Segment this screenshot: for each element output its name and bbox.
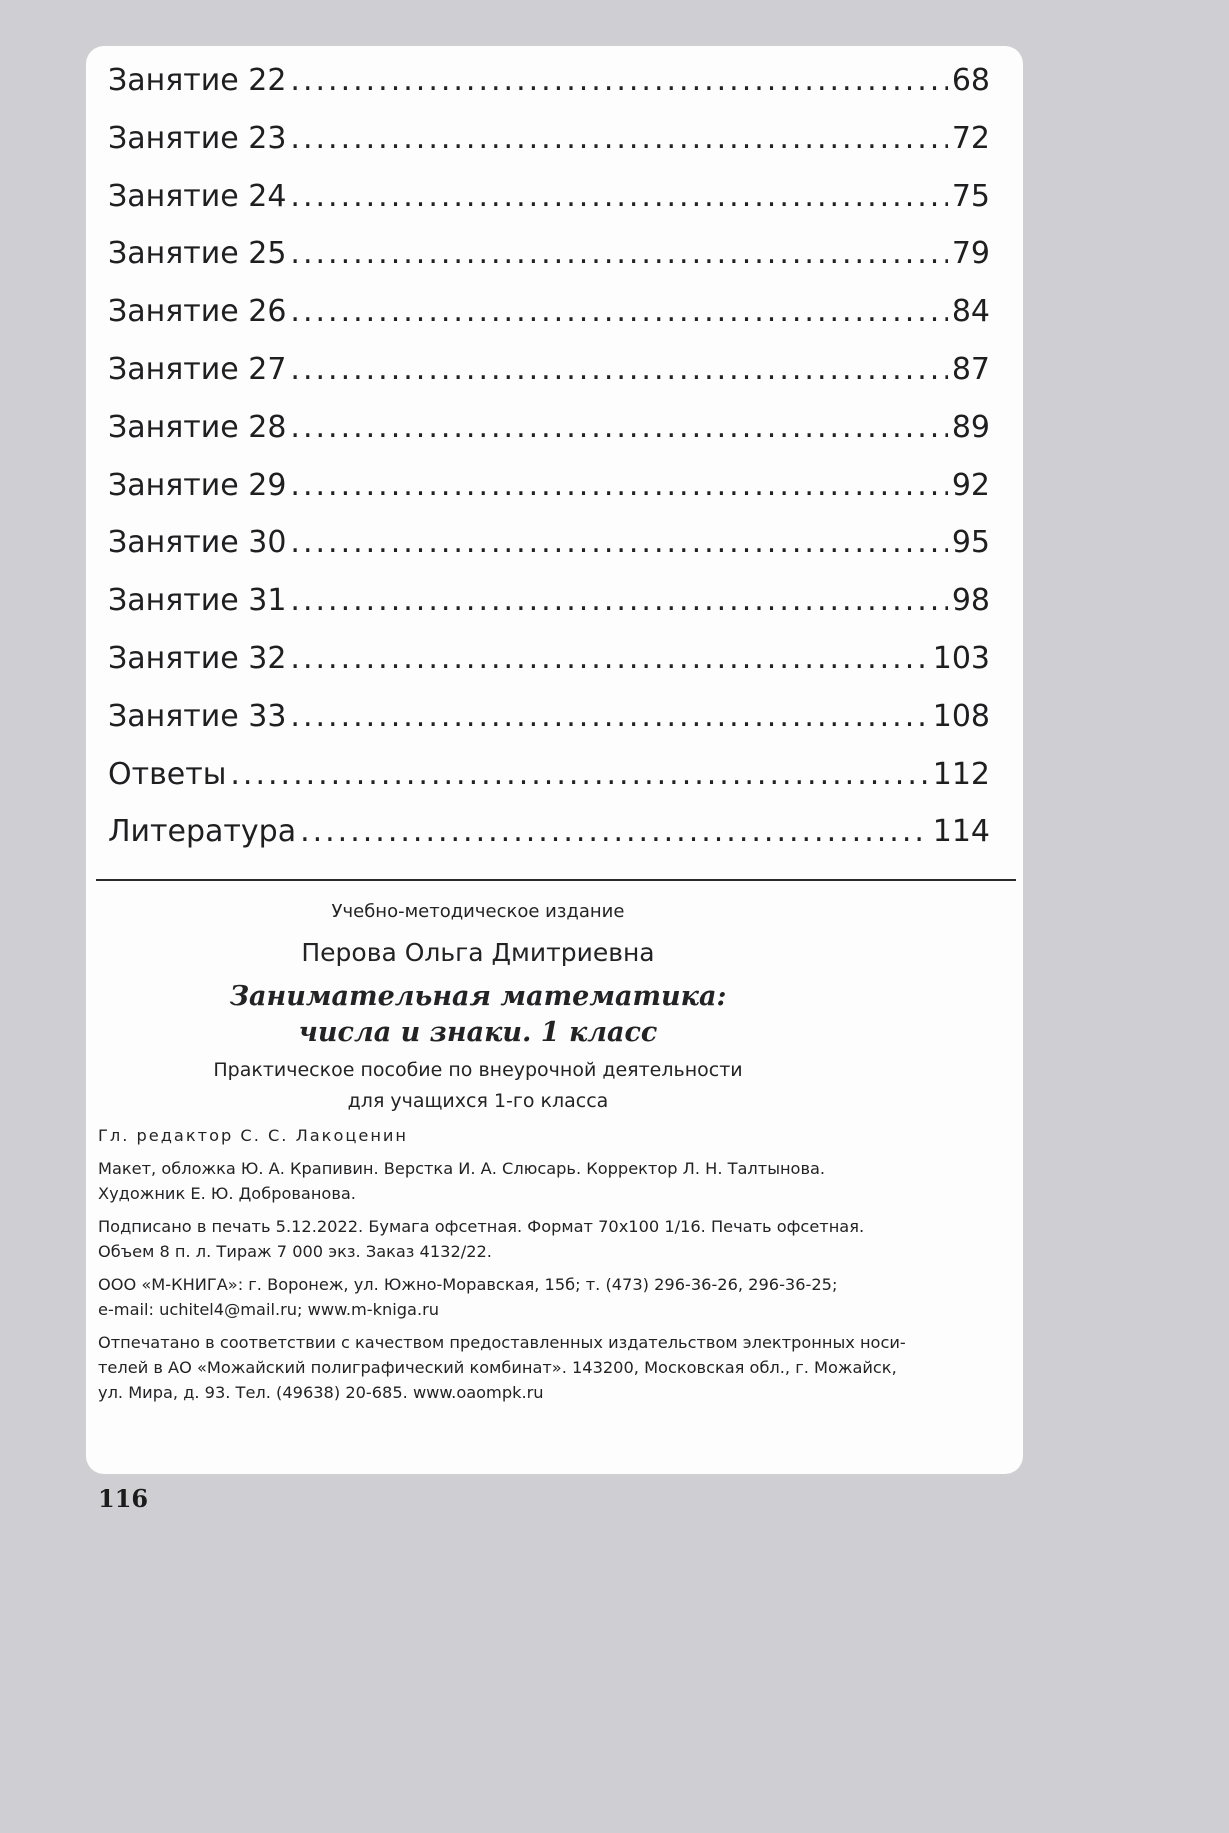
page-number: 116	[98, 1484, 149, 1513]
section-divider	[96, 879, 1016, 881]
table-of-contents	[108, 52, 990, 861]
author-name: Перова Ольга Дмитриевна	[301, 938, 655, 967]
printer-line: ул. Мира, д. 93. Тел. (49638) 20-685. www.oaompk.ru	[98, 1383, 544, 1402]
chief-editor: Гл. редактор С. С. Лакоценин	[98, 1126, 409, 1145]
toc-entry-label: Занятие 32	[108, 640, 287, 676]
toc-entry-page: 98	[951, 583, 990, 619]
publisher-line: e-mail: uchitel4@mail.ru; www.m-kniga.ru	[98, 1300, 440, 1319]
book-subtitle-line-2: для учащихся 1-го класса	[347, 1090, 609, 1112]
toc-entry	[108, 688, 990, 746]
toc-entry	[108, 399, 990, 457]
print-line: Подписано в печать 5.12.2022. Бумага офсетная. Формат 70х100 1/16. Печать офсетная.	[98, 1217, 865, 1236]
toc-entry-label: Занятие 25	[108, 236, 287, 272]
toc-entry	[108, 225, 990, 283]
toc-entry	[108, 746, 990, 804]
toc-dot-leader	[290, 514, 947, 572]
book-title-line-2: числа и знаки. 1 класс	[298, 1017, 658, 1048]
toc-dot-leader	[290, 110, 947, 168]
toc-entry	[108, 168, 990, 226]
print-details	[98, 1214, 1016, 1264]
print-line: Объем 8 п. л. Тираж 7 000 экз. Заказ 4132/22.	[98, 1242, 492, 1261]
toc-entry	[108, 457, 990, 515]
toc-entry-page: 103	[932, 640, 990, 676]
toc-entry-page: 108	[932, 698, 990, 734]
toc-entry-page: 84	[951, 294, 990, 330]
book-subtitle-line-1: Практическое пособие по внеурочной деятельности	[213, 1059, 743, 1081]
toc-entry-page: 114	[932, 814, 990, 850]
toc-dot-leader	[290, 341, 947, 399]
staff-line: Художник Е. Ю. Доброванова.	[98, 1184, 356, 1203]
toc-dot-leader	[290, 630, 928, 688]
toc-entry	[108, 514, 990, 572]
toc-entry-label: Занятие 33	[108, 698, 287, 734]
toc-entry	[108, 52, 990, 110]
toc-entry	[108, 341, 990, 399]
toc-entry-label: Литература	[108, 814, 297, 850]
toc-entry-label: Занятие 28	[108, 409, 287, 445]
printer-line: телей в АО «Можайский полиграфический комбинат». 143200, Московская обл., г. Можайск,	[98, 1358, 897, 1377]
toc-entry-label: Занятие 22	[108, 63, 287, 98]
toc-dot-leader	[230, 746, 928, 804]
toc-dot-leader	[290, 399, 947, 457]
imprint-block	[98, 893, 1016, 1405]
toc-entry-page: 92	[951, 467, 990, 503]
toc-dot-leader	[290, 225, 947, 283]
toc-entry-page: 95	[951, 525, 990, 561]
edition-type: Учебно-методическое издание	[331, 901, 625, 922]
toc-entry-page: 79	[951, 236, 990, 272]
toc-entry-label: Занятие 26	[108, 294, 287, 330]
toc-entry-page: 112	[932, 756, 990, 792]
printer-line: Отпечатано в соответствии с качеством предоставленных издательством электронных носи-	[98, 1333, 906, 1352]
staff-line: Макет, обложка Ю. А. Крапивин. Верстка И. А. Слюсарь. Корректор Л. Н. Талтынова.	[98, 1159, 826, 1178]
toc-entry	[108, 630, 990, 688]
toc-entry-label: Занятие 31	[108, 583, 287, 619]
toc-entry	[108, 283, 990, 341]
toc-entry-page: 68	[951, 63, 990, 98]
toc-dot-leader	[290, 283, 947, 341]
toc-entry-label: Занятие 30	[108, 525, 287, 561]
toc-dot-leader	[290, 457, 947, 515]
publisher-details	[98, 1272, 1016, 1322]
toc-dot-leader	[290, 572, 947, 630]
toc-dot-leader	[290, 52, 947, 110]
toc-dot-leader	[290, 688, 928, 746]
toc-entry-page: 89	[951, 409, 990, 445]
staff-credits	[98, 1156, 1016, 1206]
toc-entry-page: 75	[951, 178, 990, 214]
toc-entry-label: Занятие 23	[108, 120, 287, 156]
toc-dot-leader	[300, 803, 929, 861]
publisher-line: ООО «М-КНИГА»: г. Воронеж, ул. Южно-Моравская, 15б; т. (473) 296-36-26, 296-36-25;	[98, 1275, 838, 1294]
toc-entry-label: Занятие 29	[108, 467, 287, 503]
toc-entry-page: 87	[951, 351, 990, 387]
toc-dot-leader	[290, 168, 947, 226]
printer-details	[98, 1330, 1016, 1405]
toc-entry-page: 72	[951, 120, 990, 156]
toc-entry	[108, 110, 990, 168]
book-title-line-1: Занимательная математика:	[229, 981, 727, 1012]
toc-entry-label: Ответы	[108, 756, 227, 792]
toc-entry-label: Занятие 24	[108, 178, 287, 214]
toc-entry-label: Занятие 27	[108, 351, 287, 387]
toc-entry	[108, 803, 990, 861]
toc-entry	[108, 572, 990, 630]
